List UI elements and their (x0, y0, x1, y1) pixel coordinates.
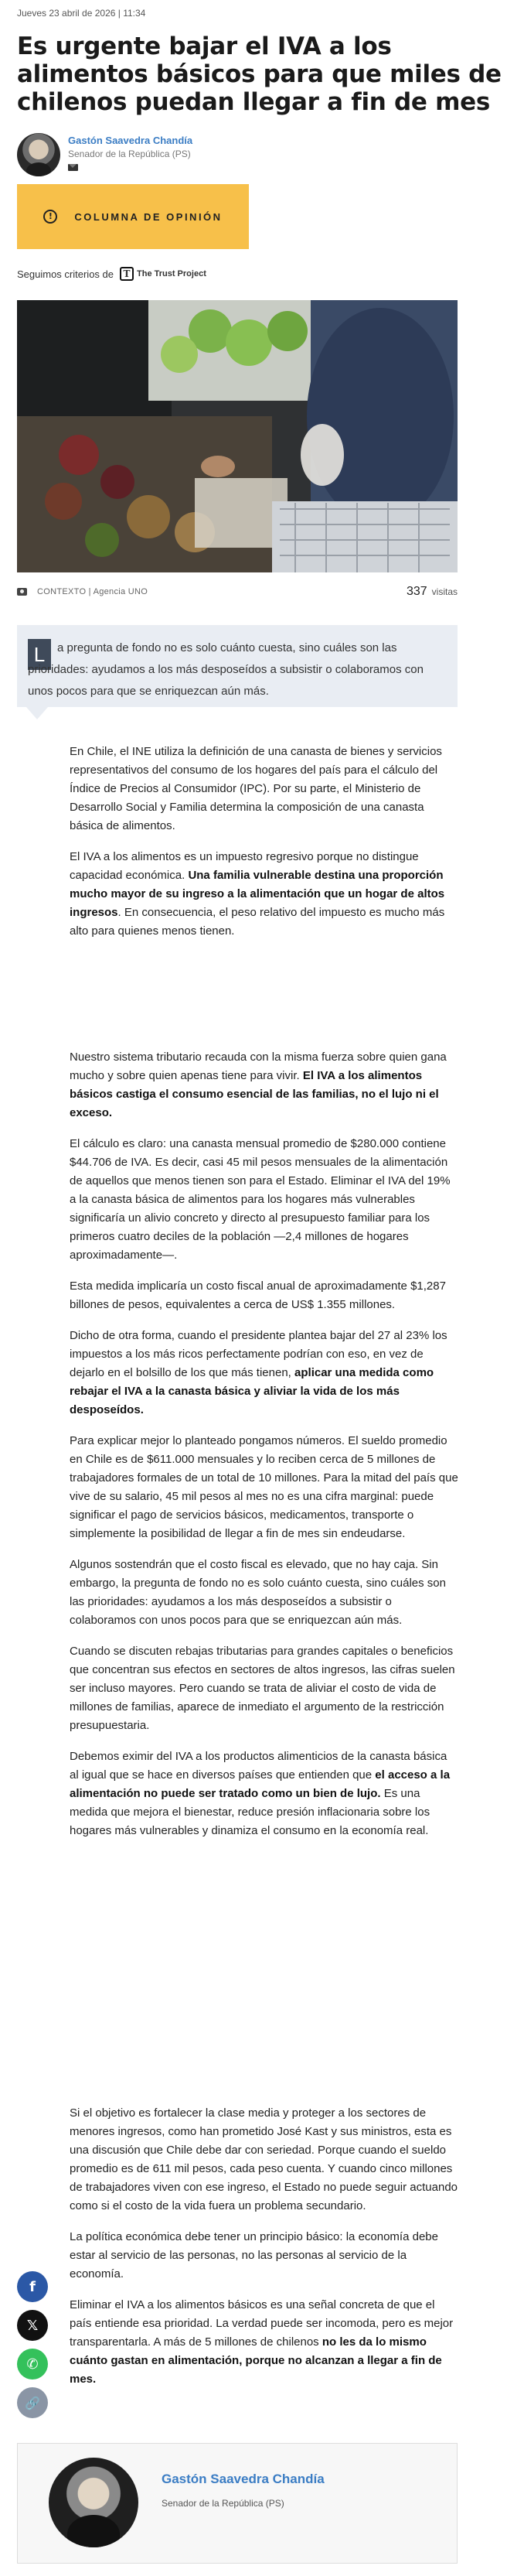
paragraph-1: En Chile, el INE utiliza la definición de una canasta de bienes y servicios representativos del consumo de los hogares del país para el cálculo del Índice de Precios al Consumidor (IPC). Por su parte, el Ministerio de Desarrollo Social y Familia determina la composición de una canasta básica de alimentos. (70, 745, 442, 832)
paragraph-3-text: Nuestro sistema tributario recauda con la misma fuerza sobre quien gana mucho y sobre quien apenas tiene para vivir. (70, 1051, 447, 1082)
paragraph-6-text: Dicho de otra forma, cuando el presidente plantea bajar del 27 al 23% los impuestos a los más ricos perfectamente podrían con eso, en vez de dejarlo en el bolsillo de los que más tienen, (70, 1329, 447, 1379)
whatsapp-icon: ✆ (26, 2356, 39, 2373)
copy-link-button[interactable] (17, 2387, 48, 2418)
views-count: 337 (406, 585, 427, 598)
lead-quote (17, 625, 458, 707)
paragraph-2-text: El IVA a los alimentos es un impuesto regresivo porque no distingue capacidad económica. (70, 850, 419, 882)
article-date: Jueves 23 abril de 2026 | 11:34 (17, 8, 146, 19)
paragraph-9: Cuando se discuten rebajas tributarias para grandes capitales o beneficios que concentran sus efectos en sectores de altos ingresos, las cifras suelen ser incluso mayores. Pero cuando se trata de aliviar el costo de vida de millones de familias, aparece de inmediato el argumento de la restricción presupuestaria. (70, 1645, 455, 1732)
article-body-part-2 (70, 1048, 459, 1853)
photo-caption: CONTEXTO | Agencia UNO (37, 587, 148, 596)
paragraph-13 (70, 2296, 459, 2389)
camera-icon (17, 588, 27, 596)
paragraph-5: Esta medida implicaría un costo fiscal anual de aproximadamente $1,287 billones de pesos, equivalentes a cerca de US$ 1.355 millones. (70, 1279, 446, 1311)
lead-text: a pregunta de fondo no es solo cuánto cuesta, sino cuáles son las prioridades: ayudamos a los más desposeídos a subsistir o colaboramos con unos pocos para que se enriquezcan aún más. (28, 641, 424, 698)
paragraph-13-bold: no les da lo mismo cuánto gastan en alimentación, porque no alcanzan a llegar a fin de mes. (70, 2335, 442, 2386)
author-name-link[interactable]: Gastón Saavedra Chandía (68, 135, 193, 146)
paragraph-3 (70, 1048, 459, 1122)
author-role: Senador de la República (PS) (68, 149, 191, 159)
paragraph-12: La política económica debe tener un principio básico: la economía debe estar al servicio de las personas, no las personas al servicio de la economía. (70, 2230, 438, 2280)
paragraph-8: Algunos sostendrán que el costo fiscal es elevado, que no hay caja. Sin embargo, la pregunta de fondo no es solo cuánto cuesta, sino cuáles son las prioridades: ayudamos a los más desposeídos a subsistir o colaboramos con unos pocos para que se enriquezcan aún más. (70, 1558, 446, 1627)
trust-project-line (17, 266, 206, 282)
opinion-section-badge[interactable] (17, 184, 249, 249)
views-counter (407, 585, 458, 599)
paragraph-10-text-end: Es una medida que mejora el bienestar, reduce presión inflacionaria sobre los hogares más vulnerables y dinamiza el consumo en la economía real. (70, 1787, 430, 1837)
paragraph-7: Para explicar mejor lo planteado pongamos números. El sueldo promedio en Chile es de $611.000 mensuales y lo reciben cerca de 5 millones de trabajadores formales de un total de 10 millones. Para la mitad del país que vive de su salario, 45 mil pesos al mes no es una cifra marginal: puede significar el pago de servicios básicos, medicamentos, transporte o simplemente la posibilidad de llegar a fin de mes sin endeudarse. (70, 1434, 458, 1540)
paragraph-2 (70, 848, 459, 941)
envelope-icon[interactable] (68, 164, 78, 171)
paragraph-3-bold: El IVA a los alimentos básicos castiga el consumo esencial de las familias, no el lujo ni el exceso. (70, 1069, 439, 1119)
views-label: visitas (431, 586, 458, 597)
link-icon: 🔗 (25, 2395, 40, 2410)
author-block (17, 133, 326, 176)
share-whatsapp-button[interactable] (17, 2349, 48, 2380)
trust-text: Seguimos criterios de (17, 268, 114, 280)
x-icon: 𝕏 (26, 2317, 39, 2334)
author-card-name-link[interactable]: Gastón Saavedra Chandía (162, 2472, 325, 2486)
trust-project-logo-text: The Trust Project (137, 269, 206, 278)
paragraph-10-bold: el acceso a la alimentación no puede ser tratado como un bien de lujo. (70, 1768, 451, 1800)
article-title: Es urgente bajar el IVA a los alimentos básicos para que miles de chilenos puedan llegar a fin de mes (17, 32, 502, 116)
opinion-section-label: COLUMNA DE OPINIÓN (74, 210, 223, 223)
photo-caption-bar (17, 585, 458, 600)
facebook-icon: f (29, 2278, 36, 2295)
paragraph-6-bold: aplicar una medida como rebajar el IVA a la canasta básica y aliviar la vida de los más desposeídos. (70, 1366, 434, 1416)
article-body-part-3 (70, 2104, 459, 2401)
paragraph-2-bold: Una familia vulnerable destina una proporción mucho mayor de su ingreso a la alimentación que un hogar de altos ingresos (70, 869, 445, 919)
paragraph-4: El cálculo es claro: una canasta mensual promedio de $280.000 contiene $44.706 de IVA. Es decir, casi 45 mil pesos mensuales de la alimentación de aquellos que menos tienen son para el Estado. Eliminar el IVA del 19% a la canasta básica de alimentos para los hogares más vulnerables significaría un alivio concreto y directo al presupuesto familiar para los primeros cuatro deciles de la población —2,4 millones de hogares aproximadamente—. (70, 1137, 451, 1262)
info-icon: ! (43, 210, 57, 224)
share-facebook-button[interactable] (17, 2271, 48, 2302)
paragraph-10-text: Debemos eximir del IVA a los productos alimenticios de la canasta básica al igual que se hace en diversos países que entienden que (70, 1750, 447, 1782)
article-photo (17, 300, 458, 572)
paragraph-10 (70, 1748, 459, 1840)
author-avatar[interactable] (17, 133, 60, 176)
paragraph-13-text: Eliminar el IVA a los alimentos básicos es una señal concreta de que el país entiende esa prioridad. La verdad puede ser incomoda, pero es mejor transparentarla. A más de 5 millones de chilenos (70, 2298, 454, 2349)
paragraph-11: Si el objetivo es fortalecer la clase media y proteger a los sectores de menores ingresos, como han prometido José Kast y sus ministros, esta es una discusión que Chile debe dar con seriedad. Porque cuando el sueldo promedio es de 611 mil pesos, cada peso cuenta. Y cuando cinco millones de trabajadores viven con ese ingreso, el Estado no puede seguir actuando como si el costo de la vida fuera un problema secundario. (70, 2106, 458, 2212)
paragraph-6 (70, 1327, 459, 1420)
author-card-role: Senador de la República (PS) (162, 2498, 284, 2509)
trust-project-icon: T (120, 267, 134, 281)
article-body-part-1 (70, 743, 459, 953)
paragraph-2-text-end: . En consecuencia, el peso relativo del impuesto es mucho más alto para quienes menos tienen. (70, 906, 445, 938)
author-card-avatar[interactable] (49, 2458, 138, 2547)
share-x-button[interactable] (17, 2310, 48, 2341)
quote-tail (26, 707, 48, 719)
drop-cap: L (28, 639, 51, 670)
trust-project-logo[interactable] (120, 267, 206, 281)
market-photo-illustration (17, 300, 458, 572)
author-card (17, 2443, 458, 2564)
